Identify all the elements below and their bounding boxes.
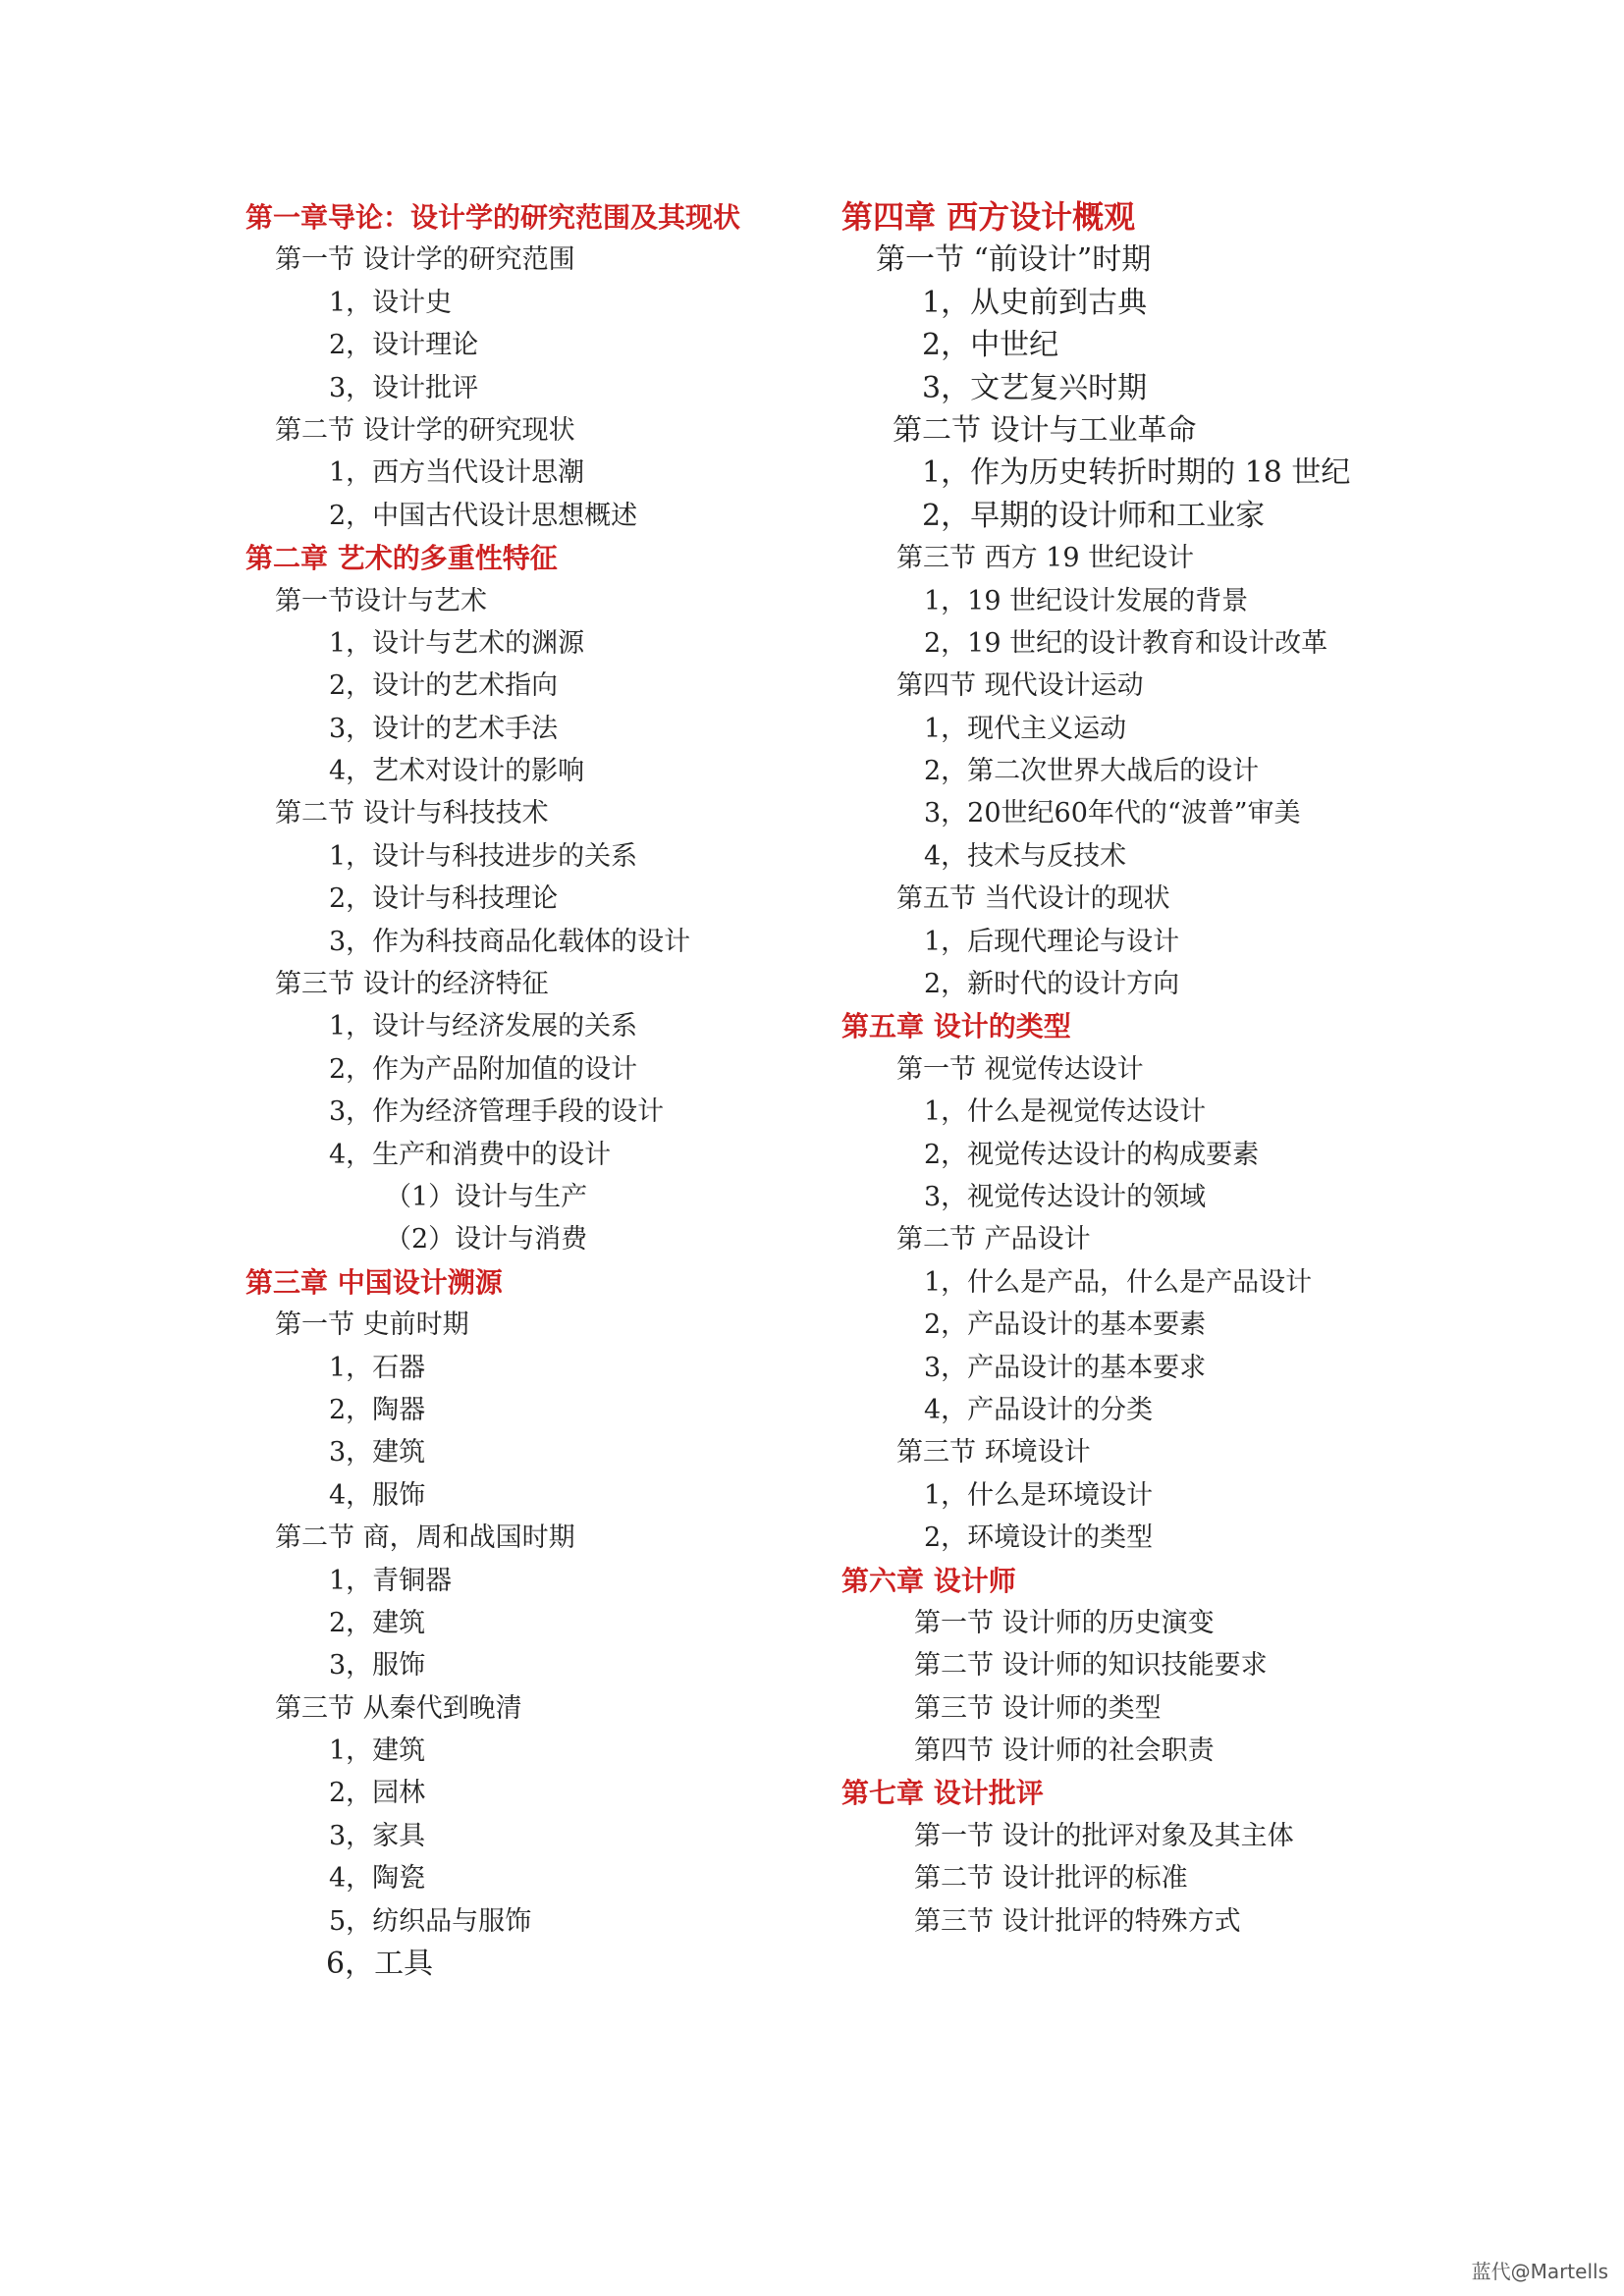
toc-item: 3，服饰 bbox=[329, 1650, 426, 1682]
toc-item: 2，陶器 bbox=[329, 1394, 426, 1425]
toc-item: 1，青铜器 bbox=[329, 1565, 453, 1596]
toc-item: 3，20世纪60年代的“波普”审美 bbox=[924, 798, 1301, 829]
toc-item: 3，家具 bbox=[329, 1820, 426, 1851]
section-heading: 第三节 设计批评的特殊方式 bbox=[914, 1905, 1241, 1937]
chapter-heading: 第三章 中国设计溯源 bbox=[245, 1265, 503, 1299]
toc-item: 1，西方当代设计思潮 bbox=[329, 457, 585, 489]
toc-item: 2，19 世纪的设计教育和设计改革 bbox=[924, 627, 1328, 659]
section-heading: 第二节 设计学的研究现状 bbox=[275, 414, 575, 446]
toc-item: 3，视觉传达设计的领域 bbox=[924, 1181, 1207, 1212]
toc-item: 2，视觉传达设计的构成要素 bbox=[924, 1139, 1260, 1170]
section-heading: 第一节设计与艺术 bbox=[275, 585, 487, 616]
toc-item: 1，设计史 bbox=[329, 287, 453, 318]
toc-item: 3，作为经济管理手段的设计 bbox=[329, 1096, 665, 1128]
chapter-heading: 第一章导论：设计学的研究范围及其现状 bbox=[245, 201, 741, 234]
toc-item: 1，现代主义运动 bbox=[924, 713, 1127, 744]
section-heading: 第三节 环境设计 bbox=[896, 1437, 1091, 1468]
section-heading: 第二节 商，周和战国时期 bbox=[275, 1522, 575, 1554]
toc-item: 3，建筑 bbox=[329, 1437, 426, 1468]
toc-item: 1，设计与科技进步的关系 bbox=[329, 840, 638, 872]
toc-subitem: （1）设计与生产 bbox=[385, 1181, 588, 1212]
toc-item: 2，早期的设计师和工业家 bbox=[922, 498, 1266, 533]
chapter-heading: 第四章 西方设计概观 bbox=[841, 198, 1136, 236]
toc-item: 1，设计与经济发展的关系 bbox=[329, 1011, 638, 1042]
section-heading: 第一节 视觉传达设计 bbox=[896, 1053, 1144, 1085]
toc-item: 1，什么是视觉传达设计 bbox=[924, 1096, 1207, 1128]
toc-item: 4，技术与反技术 bbox=[924, 840, 1127, 872]
section-heading: 第四节 现代设计运动 bbox=[896, 670, 1144, 702]
section-heading: 第二节 设计与工业革命 bbox=[893, 412, 1197, 448]
chapter-heading: 第二章 艺术的多重性特征 bbox=[245, 542, 558, 575]
section-heading: 第一节 设计的批评对象及其主体 bbox=[914, 1820, 1294, 1851]
section-heading: 第二节 设计批评的标准 bbox=[914, 1863, 1188, 1895]
watermark: 蓝代@Martells bbox=[1471, 2260, 1608, 2283]
toc-item: 3，文艺复兴时期 bbox=[922, 370, 1148, 405]
toc-item: 4，生产和消费中的设计 bbox=[329, 1139, 612, 1170]
toc-item: 3，产品设计的基本要求 bbox=[924, 1352, 1207, 1383]
toc-item: 2，设计与科技理论 bbox=[329, 883, 559, 915]
section-heading: 第三节 设计的经济特征 bbox=[275, 969, 549, 1000]
section-heading: 第一节 史前时期 bbox=[275, 1309, 469, 1341]
toc-item: 4，服饰 bbox=[329, 1479, 426, 1511]
toc-item: 6，工具 bbox=[326, 1947, 434, 1982]
toc-item: 4，陶瓷 bbox=[329, 1863, 426, 1895]
section-heading: 第二节 产品设计 bbox=[896, 1224, 1091, 1255]
chapter-heading: 第七章 设计批评 bbox=[841, 1777, 1044, 1810]
section-heading: 第一节 设计学的研究范围 bbox=[275, 244, 575, 276]
section-heading: 第一节 “前设计”时期 bbox=[876, 242, 1152, 278]
toc-item: 1，什么是产品，什么是产品设计 bbox=[924, 1266, 1313, 1298]
toc-item: 2，中世纪 bbox=[922, 328, 1059, 363]
section-heading: 第三节 设计师的类型 bbox=[914, 1692, 1162, 1724]
toc-item: 1，从史前到古典 bbox=[922, 285, 1148, 320]
toc-item: 2，环境设计的类型 bbox=[924, 1522, 1154, 1554]
toc-item: 3，设计批评 bbox=[329, 372, 479, 403]
toc-item: 2，第二次世界大战后的设计 bbox=[924, 756, 1260, 787]
chapter-heading: 第五章 设计的类型 bbox=[841, 1010, 1071, 1043]
toc-item: 1，设计与艺术的渊源 bbox=[329, 627, 585, 659]
toc-item: 1，后现代理论与设计 bbox=[924, 926, 1180, 957]
toc-item: 2，园林 bbox=[329, 1778, 426, 1809]
toc-item: 4，产品设计的分类 bbox=[924, 1394, 1154, 1425]
section-heading: 第二节 设计师的知识技能要求 bbox=[914, 1650, 1268, 1682]
toc-item: 2，建筑 bbox=[329, 1607, 426, 1638]
toc-item: 1，石器 bbox=[329, 1352, 426, 1383]
toc-item: 5，纺织品与服饰 bbox=[329, 1905, 532, 1937]
toc-item: 1，什么是环境设计 bbox=[924, 1479, 1154, 1511]
toc-item: 2，作为产品附加值的设计 bbox=[329, 1053, 638, 1085]
toc-item: 1，19 世纪设计发展的背景 bbox=[924, 585, 1249, 616]
section-heading: 第五节 当代设计的现状 bbox=[896, 883, 1170, 915]
section-heading: 第三节 西方 19 世纪设计 bbox=[896, 543, 1195, 574]
toc-item: 2，设计的艺术指向 bbox=[329, 670, 559, 702]
toc-item: 4，艺术对设计的影响 bbox=[329, 756, 585, 787]
chapter-heading: 第六章 设计师 bbox=[841, 1564, 1016, 1597]
section-heading: 第二节 设计与科技技术 bbox=[275, 798, 549, 829]
toc-item: 3，设计的艺术手法 bbox=[329, 713, 559, 744]
section-heading: 第三节 从秦代到晚清 bbox=[275, 1692, 522, 1724]
toc-item: 3，作为科技商品化载体的设计 bbox=[329, 926, 691, 957]
toc-left-column bbox=[245, 196, 815, 1985]
toc-item: 2，中国古代设计思想概述 bbox=[329, 500, 638, 531]
toc-item: 1，作为历史转折时期的 18 世纪 bbox=[922, 455, 1351, 491]
section-heading: 第一节 设计师的历史演变 bbox=[914, 1607, 1215, 1638]
toc-item: 2，新时代的设计方向 bbox=[924, 969, 1180, 1000]
toc-item: 2，产品设计的基本要素 bbox=[924, 1309, 1207, 1341]
toc-subitem: （2）设计与消费 bbox=[385, 1224, 588, 1255]
toc-right-column bbox=[841, 196, 1450, 1943]
toc-item: 2，设计理论 bbox=[329, 330, 479, 361]
section-heading: 第四节 设计师的社会职责 bbox=[914, 1735, 1215, 1767]
toc-item: 1，建筑 bbox=[329, 1735, 426, 1767]
